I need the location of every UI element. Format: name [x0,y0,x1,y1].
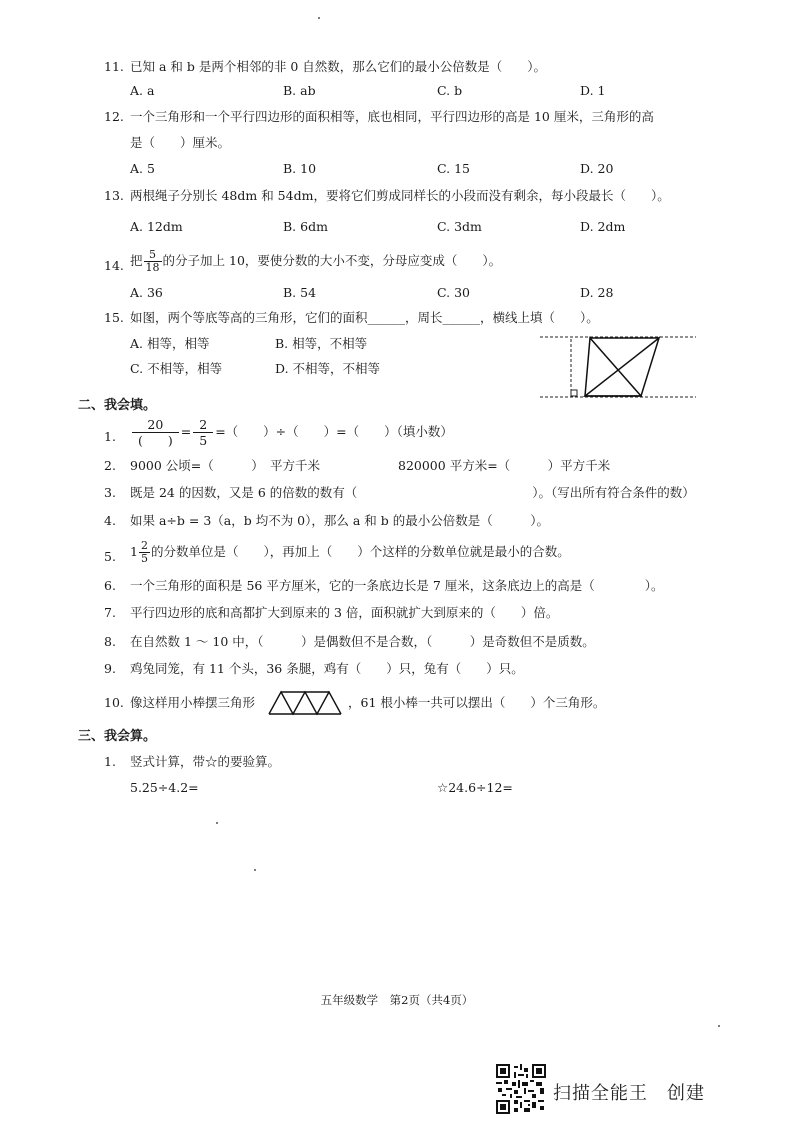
f6-text: 一个三角形的面积是 56 平方厘米，它的一条底边长是 7 厘米，这条底边上的高是（ ）。 [130,578,664,593]
q13-number: 13. [104,188,124,203]
scan-speck [318,17,320,19]
triangle-two [585,338,659,396]
f7-number: 7. [104,605,116,620]
q15-text: 如图，两个等底等高的三角形，它们的面积______，周长______，横线上填（ ）。 [130,310,599,325]
f5-fraction-denominator: 5 [140,552,148,565]
q13-option-b: B. 6dm [283,219,328,234]
section-2-title: 二、我会填。 [78,398,157,413]
f4-text: 如果 a÷b = 3（a，b 均不为 0），那么 a 和 b 的最小公倍数是（ ）。 [130,513,549,528]
q11-option-d: D. 1 [580,83,606,98]
q14-pre: 把 [130,253,143,268]
f8-text: 在自然数 1 ～ 10 中，（ ）是偶数但不是合数，（ ）是奇数但不是质数。 [130,634,595,649]
scanner-brand-text: 扫描全能王 创建 [553,1083,705,1104]
q12-option-d: D. 20 [580,161,614,176]
f3-text: 既是 24 的因数，又是 6 的倍数的数有（ ）。（写出所有符合条件的数） [130,485,695,500]
q11-option-a: A. a [130,83,155,98]
q14-number: 14. [104,258,124,273]
q12-text-line2: 是（ ）厘米。 [130,135,231,150]
q15-triangles-figure [538,334,698,400]
q11-text: 已知 a 和 b 是两个相邻的非 0 自然数，那么它们的最小公倍数是（ ）。 [130,59,546,74]
f10-post: ，61 根小棒一共可以摆出（ ）个三角形。 [348,695,606,710]
f2-part-b: 820000 平方米=（ ）平方千米 [398,458,611,473]
qr-code-icon [496,1064,546,1114]
q15-option-c: C. 不相等，相等 [130,361,223,376]
f10-stick-triangles [267,690,347,716]
q12-option-a: A. 5 [130,161,155,176]
f1-fraction-1-numerator: 20 [132,417,179,433]
q15-number: 15. [104,310,124,325]
q11-number: 11. [104,59,124,74]
q15-option-b: B. 相等，不相等 [275,336,368,351]
triangle-one [585,338,641,396]
q13-option-d: D. 2dm [580,219,626,234]
q13-option-a: A. 12dm [130,219,183,234]
f5-whole: 1 [130,544,138,559]
f1-fraction-1 [132,417,179,448]
q14-fraction [144,249,162,274]
q12-text-line1: 一个三角形和一个平行四边形的面积相等，底也相同，平行四边形的高是 10 厘米，三角形的高 [130,109,654,124]
q13-option-c: C. 3dm [437,219,482,234]
scan-speck [254,869,256,871]
q12-option-b: B. 10 [283,161,317,176]
scan-speck [718,1025,720,1027]
q14-option-b: B. 54 [283,285,317,300]
c1-expression-2: ☆24.6÷12= [437,780,513,795]
f5-fraction [139,540,150,565]
q11-option-c: C. b [437,83,463,98]
f1-equals: = [180,424,192,439]
q11-option-b: B. ab [283,83,316,98]
f1-fraction-1-denominator: ( ) [138,433,173,448]
f5-text [130,540,570,565]
f3-number: 3. [104,485,116,500]
f2-number: 2. [104,458,116,473]
f4-number: 4. [104,513,116,528]
q13-text: 两根绳子分别长 48dm 和 54dm，要将它们剪成同样长的小段而没有剩余，每小段最长（ ）。 [130,188,670,203]
f6-number: 6. [104,578,116,593]
q14-option-d: D. 28 [580,285,614,300]
f1-number: 1. [104,429,116,444]
f10-number: 10. [104,695,124,710]
f10-pre: 像这样用小棒摆三角形 [130,695,256,710]
q14-fraction-denominator: 18 [145,261,160,274]
right-angle-mark [571,390,577,396]
f1-fraction-2-numerator: 2 [193,417,213,433]
f2-part-a: 9000 公顷=（ ） 平方千米 [130,458,321,473]
page-footer: 五年级数学 第2页（共4页） [320,993,474,1007]
q14-option-c: C. 30 [437,285,470,300]
f5-number: 5. [104,549,116,564]
f9-number: 9. [104,661,116,676]
q12-option-c: C. 15 [437,161,470,176]
c1-instruction: 竖式计算，带☆的要验算。 [130,754,281,769]
c1-number: 1. [104,754,116,769]
f8-number: 8. [104,634,116,649]
section-3-title: 三、我会算。 [78,729,157,744]
f5-fraction-numerator: 2 [140,539,148,552]
q12-number: 12. [104,109,124,124]
q14-option-a: A. 36 [130,285,163,300]
f1-text [130,417,453,448]
f1-rest: =（ ）÷（ ）=（ ）（填小数） [215,424,453,439]
f1-fraction-2-denominator: 5 [199,433,208,448]
f7-text: 平行四边形的底和高都扩大到原来的 3 倍，面积就扩大到原来的（ ）倍。 [130,605,559,620]
c1-expression-1: 5.25÷4.2= [130,780,199,795]
f9-text: 鸡兔同笼，有 11 个头，36 条腿，鸡有（ ）只，兔有（ ）只。 [130,661,524,676]
f1-fraction-2 [193,417,213,448]
q15-option-a: A. 相等，相等 [130,336,210,351]
f5-rest: 的分数单位是（ ），再加上（ ）个这样的分数单位就是最小的合数。 [150,544,570,559]
q14-fraction-numerator: 5 [144,249,162,262]
q14-rest: 的分子加上 10，要使分数的大小不变，分母应变成（ ）。 [162,253,502,268]
q15-option-d: D. 不相等，不相等 [275,361,381,376]
scan-speck [216,822,218,824]
q14-text [130,249,501,274]
